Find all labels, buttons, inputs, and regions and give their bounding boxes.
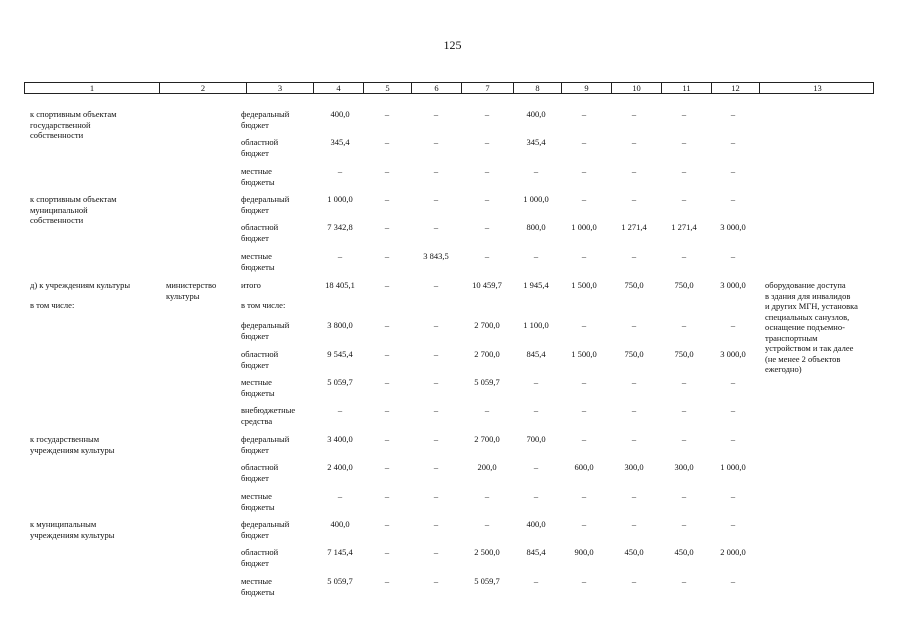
row-value: – bbox=[533, 462, 539, 472]
row-source: местные бюджеты bbox=[241, 166, 275, 187]
row-value: – bbox=[730, 576, 736, 586]
row-value: 1 100,0 bbox=[523, 320, 549, 330]
row-object-label: к муниципальным учреждениям культуры bbox=[30, 519, 115, 540]
row-value: – bbox=[730, 491, 736, 501]
row-value: – bbox=[433, 547, 439, 557]
row-value: – bbox=[384, 222, 390, 232]
header-cell: 12 bbox=[711, 83, 759, 93]
row-value: 750,0 bbox=[674, 280, 694, 290]
row-value: 1 500,0 bbox=[571, 349, 597, 359]
row-value: – bbox=[533, 491, 539, 501]
header-cell: 8 bbox=[513, 83, 561, 93]
row-executor: министерство культуры bbox=[166, 280, 217, 301]
row-value: 750,0 bbox=[674, 349, 694, 359]
row-value: – bbox=[533, 166, 539, 176]
row-source: местные бюджеты bbox=[241, 377, 275, 398]
row-value: – bbox=[631, 320, 637, 330]
row-value: 9 545,4 bbox=[327, 349, 353, 359]
row-value: 1 000,0 bbox=[523, 194, 549, 204]
row-value: – bbox=[681, 137, 687, 147]
row-value: – bbox=[581, 166, 587, 176]
row-value: – bbox=[581, 194, 587, 204]
row-value: – bbox=[384, 434, 390, 444]
row-value: 3 000,0 bbox=[720, 280, 746, 290]
row-value: – bbox=[730, 434, 736, 444]
row-value: 845,4 bbox=[526, 547, 546, 557]
row-source: областной бюджет bbox=[241, 547, 279, 568]
row-value: 450,0 bbox=[624, 547, 644, 557]
row-value: – bbox=[433, 576, 439, 586]
row-value: – bbox=[433, 166, 439, 176]
header-cell: 6 bbox=[411, 83, 461, 93]
row-value: 750,0 bbox=[624, 349, 644, 359]
row-value: – bbox=[384, 462, 390, 472]
row-source: местные бюджеты bbox=[241, 576, 275, 597]
row-value: – bbox=[681, 109, 687, 119]
row-value: – bbox=[484, 519, 490, 529]
row-value: – bbox=[533, 377, 539, 387]
row-value: 3 800,0 bbox=[327, 320, 353, 330]
row-value: – bbox=[730, 320, 736, 330]
row-value: – bbox=[730, 405, 736, 415]
row-value: – bbox=[433, 222, 439, 232]
row-value: – bbox=[631, 434, 637, 444]
row-value: 750,0 bbox=[624, 280, 644, 290]
row-value: 300,0 bbox=[674, 462, 694, 472]
row-value: – bbox=[681, 377, 687, 387]
row-value: – bbox=[384, 519, 390, 529]
row-value: – bbox=[581, 434, 587, 444]
row-source: федеральный бюджет bbox=[241, 109, 290, 130]
row-source: областной бюджет bbox=[241, 222, 279, 243]
row-value: – bbox=[631, 519, 637, 529]
row-value: – bbox=[384, 547, 390, 557]
row-value: – bbox=[433, 194, 439, 204]
row-value: 345,4 bbox=[526, 137, 546, 147]
row-value: – bbox=[631, 251, 637, 261]
row-value: 7 342,8 bbox=[327, 222, 353, 232]
row-value: 400,0 bbox=[526, 519, 546, 529]
row-value: – bbox=[581, 137, 587, 147]
row-value: – bbox=[433, 462, 439, 472]
row-value: – bbox=[730, 251, 736, 261]
row-value: 1 500,0 bbox=[571, 280, 597, 290]
row-value: – bbox=[384, 491, 390, 501]
row-value: – bbox=[337, 405, 343, 415]
row-value: 200,0 bbox=[477, 462, 497, 472]
row-source: местные бюджеты bbox=[241, 491, 275, 512]
row-source: федеральный бюджет bbox=[241, 519, 290, 540]
row-value: 1 271,4 bbox=[621, 222, 647, 232]
row-value: – bbox=[631, 377, 637, 387]
row-value: 3 400,0 bbox=[327, 434, 353, 444]
row-value: – bbox=[484, 222, 490, 232]
row-value: 3 000,0 bbox=[720, 222, 746, 232]
row-value: – bbox=[681, 194, 687, 204]
row-value: – bbox=[384, 320, 390, 330]
row-value: – bbox=[581, 491, 587, 501]
row-value: – bbox=[681, 576, 687, 586]
row-value: 10 459,7 bbox=[472, 280, 502, 290]
row-value: – bbox=[581, 377, 587, 387]
row-value: – bbox=[484, 194, 490, 204]
row-object-label: д) к учреждениям культуры bbox=[30, 280, 131, 290]
row-value: – bbox=[433, 109, 439, 119]
row-value: – bbox=[433, 320, 439, 330]
row-value: – bbox=[730, 519, 736, 529]
row-source: местные бюджеты bbox=[241, 251, 275, 272]
row-value: – bbox=[484, 491, 490, 501]
row-value: – bbox=[581, 251, 587, 261]
row-value: – bbox=[581, 405, 587, 415]
row-value: – bbox=[433, 405, 439, 415]
row-source: федеральный бюджет bbox=[241, 320, 290, 341]
header-cell: 10 bbox=[611, 83, 661, 93]
note-text: оборудование доступа в здания для инвалидов и других МГН, установка специальных санузлов, оснащение подъемно- транспортным устройством и так далее (не менее 2 объектов ежегодно) bbox=[765, 280, 858, 374]
row-value: – bbox=[730, 194, 736, 204]
row-value: – bbox=[484, 251, 490, 261]
row-value: – bbox=[433, 349, 439, 359]
row-source: федеральный бюджет bbox=[241, 194, 290, 215]
row-value: – bbox=[384, 576, 390, 586]
row-value: – bbox=[581, 576, 587, 586]
row-value: – bbox=[533, 251, 539, 261]
row-value: – bbox=[681, 166, 687, 176]
row-value: – bbox=[337, 166, 343, 176]
row-value: – bbox=[581, 320, 587, 330]
row-value: 450,0 bbox=[674, 547, 694, 557]
row-value: – bbox=[631, 405, 637, 415]
row-source: областной бюджет bbox=[241, 349, 279, 370]
table-header bbox=[24, 82, 874, 94]
row-value: – bbox=[384, 137, 390, 147]
row-value: – bbox=[384, 349, 390, 359]
row-source: областной бюджет bbox=[241, 137, 279, 158]
row-value: 300,0 bbox=[624, 462, 644, 472]
row-value: – bbox=[631, 137, 637, 147]
header-cell: 4 bbox=[313, 83, 363, 93]
row-value: – bbox=[730, 137, 736, 147]
row-value: – bbox=[581, 519, 587, 529]
row-value: – bbox=[384, 377, 390, 387]
header-cell: 1 bbox=[89, 83, 95, 93]
row-value: 2 000,0 bbox=[720, 547, 746, 557]
row-value: 400,0 bbox=[330, 109, 350, 119]
row-source: в том числе: bbox=[241, 300, 286, 310]
row-value: 800,0 bbox=[526, 222, 546, 232]
row-value: 845,4 bbox=[526, 349, 546, 359]
row-value: – bbox=[337, 491, 343, 501]
row-value: 2 500,0 bbox=[474, 547, 500, 557]
row-value: 900,0 bbox=[574, 547, 594, 557]
row-value: – bbox=[433, 280, 439, 290]
row-value: – bbox=[433, 434, 439, 444]
row-value: – bbox=[681, 519, 687, 529]
row-value: – bbox=[533, 405, 539, 415]
header-cell: 9 bbox=[561, 83, 611, 93]
row-value: – bbox=[730, 377, 736, 387]
row-value: 5 059,7 bbox=[327, 377, 353, 387]
row-value: – bbox=[484, 405, 490, 415]
row-value: 5 059,7 bbox=[327, 576, 353, 586]
row-value: – bbox=[384, 251, 390, 261]
row-value: – bbox=[631, 491, 637, 501]
header-cell: 2 bbox=[159, 83, 246, 93]
row-value: 1 945,4 bbox=[523, 280, 549, 290]
row-value: – bbox=[337, 251, 343, 261]
row-value: 400,0 bbox=[526, 109, 546, 119]
row-value: – bbox=[433, 519, 439, 529]
row-source: федеральный бюджет bbox=[241, 434, 290, 455]
row-value: – bbox=[484, 137, 490, 147]
row-object-label: в том числе: bbox=[30, 300, 75, 310]
row-value: – bbox=[384, 405, 390, 415]
row-value: 400,0 bbox=[330, 519, 350, 529]
row-value: – bbox=[433, 377, 439, 387]
row-value: – bbox=[681, 251, 687, 261]
header-cell: 7 bbox=[461, 83, 513, 93]
row-source: областной бюджет bbox=[241, 462, 279, 483]
row-value: – bbox=[533, 576, 539, 586]
header-cell: 13 bbox=[759, 83, 875, 93]
row-value: 1 000,0 bbox=[720, 462, 746, 472]
row-value: – bbox=[681, 405, 687, 415]
row-value: – bbox=[484, 166, 490, 176]
header-cell: 5 bbox=[363, 83, 411, 93]
row-value: 18 405,1 bbox=[325, 280, 355, 290]
row-value: – bbox=[433, 491, 439, 501]
row-value: – bbox=[730, 109, 736, 119]
row-value: 1 000,0 bbox=[571, 222, 597, 232]
row-value: – bbox=[384, 109, 390, 119]
row-value: 1 271,4 bbox=[671, 222, 697, 232]
row-value: 345,4 bbox=[330, 137, 350, 147]
row-value: – bbox=[581, 109, 587, 119]
row-value: 2 700,0 bbox=[474, 434, 500, 444]
row-value: 600,0 bbox=[574, 462, 594, 472]
row-value: 3 843,5 bbox=[423, 251, 449, 261]
row-value: – bbox=[730, 166, 736, 176]
row-object-label: к государственным учреждениям культуры bbox=[30, 434, 115, 455]
row-value: 1 000,0 bbox=[327, 194, 353, 204]
row-object-label: к спортивным объектам государственной собственности bbox=[30, 109, 117, 140]
row-value: – bbox=[631, 166, 637, 176]
row-value: 5 059,7 bbox=[474, 377, 500, 387]
row-value: – bbox=[681, 320, 687, 330]
row-value: 3 000,0 bbox=[720, 349, 746, 359]
row-value: 2 700,0 bbox=[474, 320, 500, 330]
row-value: – bbox=[681, 434, 687, 444]
row-value: – bbox=[631, 194, 637, 204]
header-cell: 3 bbox=[246, 83, 313, 93]
row-object-label: к спортивным объектам муниципальной собственности bbox=[30, 194, 117, 225]
row-source: итого bbox=[241, 280, 261, 290]
row-value: – bbox=[384, 280, 390, 290]
row-value: 2 700,0 bbox=[474, 349, 500, 359]
row-source: внебюджетные средства bbox=[241, 405, 296, 426]
row-value: – bbox=[681, 491, 687, 501]
row-value: – bbox=[433, 137, 439, 147]
row-value: 700,0 bbox=[526, 434, 546, 444]
row-value: 5 059,7 bbox=[474, 576, 500, 586]
row-value: – bbox=[631, 109, 637, 119]
row-value: – bbox=[484, 109, 490, 119]
row-value: – bbox=[384, 194, 390, 204]
row-value: 7 145,4 bbox=[327, 547, 353, 557]
row-value: – bbox=[631, 576, 637, 586]
page-number: 125 bbox=[443, 38, 462, 52]
row-value: – bbox=[384, 166, 390, 176]
header-cell: 11 bbox=[661, 83, 711, 93]
row-value: 2 400,0 bbox=[327, 462, 353, 472]
